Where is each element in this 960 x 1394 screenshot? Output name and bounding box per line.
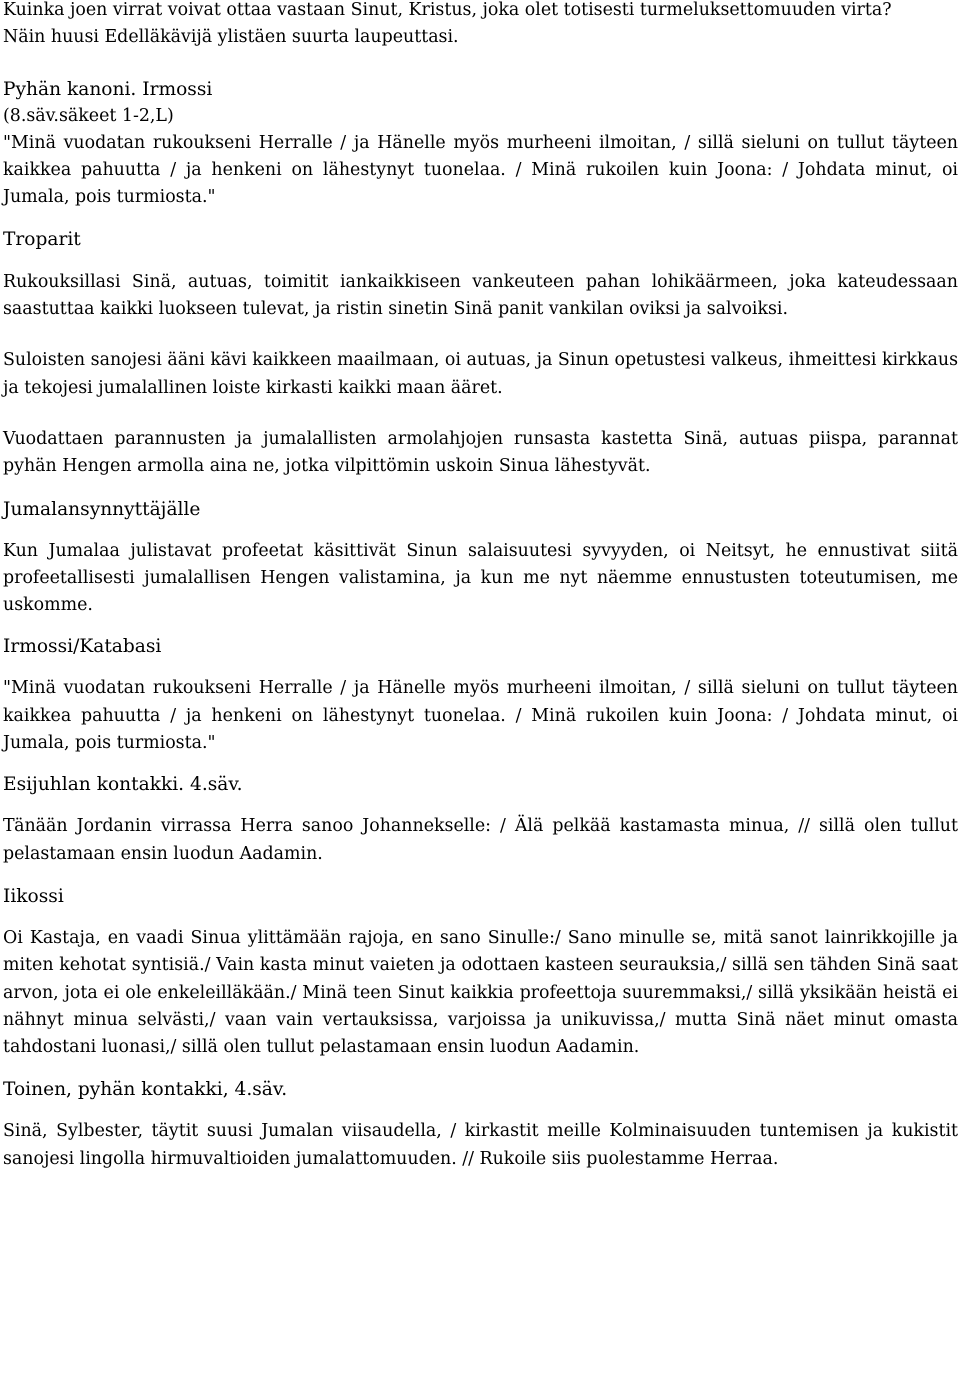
kanoni-text: "Minä vuodatan rukoukseni Herralle / ja Hänelle myös murheeni ilmoitan, / sillä sieluni on tullut täyteen kaikkea pahuutta / ja henkeni on lähestynyt tuonelaa. / Minä rukoilen kuin Joona: / Johdata minut, oi Jumala, pois turmiosta." — [3, 132, 958, 208]
troparit-paragraph-2: Suloisten sanojesi ääni kävi kaikkeen maailmaan, oi autuas, ja Sinun opetustesi valkeus, ihmeittesi kirkkaus ja tekojesi jumalallinen loiste kirkasti kaikki maan ääret. — [3, 350, 958, 398]
troparit-heading: Troparit — [3, 228, 81, 250]
jumalansynnyttajalle-heading: Jumalansynnyttäjälle — [3, 498, 201, 520]
intro-line-1: Kuinka joen virrat voivat ottaa vastaan Sinut, Kristus, joka olet totisesti turmeluksettomuuden virta? — [3, 0, 892, 20]
esijuhlan-kontakki-heading: Esijuhlan kontakki. 4.säv. — [3, 774, 243, 796]
toinen-kontakki-text: Sinä, Sylbester, täytit suusi Jumalan viisaudella, / kirkastit meille Kolminaisuuden tuntemisen ja kukistit sanojesi lingolla hirmuvaltioiden jumalattomuuden. // Rukoile siis puolestamme Herraa. — [3, 1121, 958, 1169]
esijuhlan-kontakki-text: Tänään Jordanin virrassa Herra sanoo Johannekselle: / Älä pelkää kastamasta minua, // sillä olen tullut pelastamaan ensin luodun Aadamin. — [3, 816, 958, 864]
troparit-paragraph-3: Vuodattaen parannusten ja jumalallisten armolahjojen runsasta kastetta Sinä, autuas piispa, parannat pyhän Hengen armolla aina ne, jotka vilpittömin uskoin Sinua lähestyvät. — [3, 428, 958, 477]
document-page — [3, 0, 958, 1173]
kanoni-subtitle: (8.säv.säkeet 1-2,L) — [3, 105, 174, 126]
toinen-kontakki-heading: Toinen, pyhän kontakki, 4.säv. — [3, 1079, 288, 1101]
jumalansynnyttajalle-text: Kun Jumalaa julistavat profeetat käsittivät Sinun salaisuutesi syvyyden, oi Neitsyt, he ennustivat siitä profeetallisesti jumalallisen Hengen valistamina, ja kun me nyt näemme ennustusten toteutumisen, me uskomme. — [3, 540, 958, 616]
irmossi-katabasi-text: "Minä vuodatan rukoukseni Herralle / ja Hänelle myös murheeni ilmoitan, / sillä sieluni on tullut täyteen kaikkea pahuutta / ja henkeni on lähestynyt tuonelaa. / Minä rukoilen kuin Joona: / Johdata minut, oi Jumala, pois turmiosta." — [3, 678, 958, 754]
iikossi-heading: Iikossi — [3, 885, 64, 907]
intro-line-2: Näin huusi Edelläkävijä ylistäen suurta laupeuttasi. — [3, 27, 459, 48]
troparit-paragraph-1: Rukouksillasi Sinä, autuas, toimitit iankaikkiseen vankeuteen pahan lohikäärmeen, joka kateudessaan saastuttaa kaikki luokseen tulevat, ja ristin sinetin Sinä panit vankilan oviksi ja salvoiksi. — [3, 271, 958, 320]
kanoni-title: Pyhän kanoni. Irmossi — [3, 78, 213, 100]
iikossi-text: Oi Kastaja, en vaadi Sinua ylittämään rajoja, en sano Sinulle:/ Sano minulle se, mitä sanot lainrikkojille ja miten kehotat syntisiä./ Vain kasta minut vaieten ja odottaen kasteen seurauksia,/ sillä sen tähden Sinä saat arvon, jota ei ole enkeleilläkään./ Minä teen Sinut kaikkia profeettoja suuremmaksi,/ sillä yksikään heistä ei nähnyt minua selvästi,/ vaan vain vertauksissa, varjoissa ja unikuvissa,/ mutta Sinä näet minut omasta tahdostani luonasi,/ sillä olen tullut pelastamaan ensin luodun Aadamin. — [3, 927, 958, 1058]
irmossi-katabasi-heading: Irmossi/Katabasi — [3, 636, 162, 658]
